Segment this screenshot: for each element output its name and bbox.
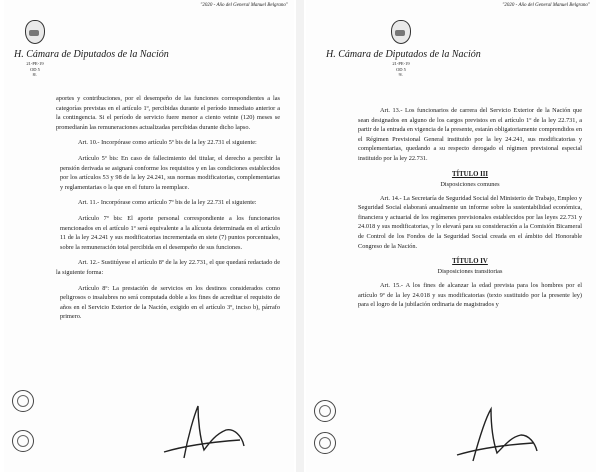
article-8: Artículo 8º: La prestación de servicios en los destinos considerados como peligrosos o insalubres no será computada doble a los fines de acreditar el requisito de años en el Servicio Exterior de la Nación, exigido en el artículo 3º, inciso b), párrafo primero. xyxy=(60,284,280,321)
document-page-left xyxy=(4,0,294,472)
article-11: Art. 11.- Incorpórase como artículo 7º bis de la ley 22.731 el siguiente: xyxy=(78,199,257,207)
chamber-header: H. Cámara de Diputados de la Nación xyxy=(14,49,169,60)
article-5-bis: Artículo 5º bis: En caso de fallecimiento del titular, el derecho a percibir la pensión derivada se asignará conforme los requisitos y en las condiciones establecidos por los artículos 53 y 98 de la ley 24.241, sus normas modificatorias, complementarias y reglamentarias o la que en el futuro la reemplace. xyxy=(60,154,280,191)
reference-line: 9/. xyxy=(398,72,404,78)
article-10: Art. 10.- Incorpórase como artículo 5º bis de la ley 22.731 el siguiente: xyxy=(78,139,257,147)
reference-block xyxy=(20,61,50,78)
page-gutter xyxy=(296,0,304,472)
official-seal-icon xyxy=(12,390,34,412)
page-body xyxy=(306,106,596,316)
paragraph: aportes y contribuciones, por el desempeño de las funciones correspondientes a las categorías previstas en el artículo 1º, percibidas durante el período inmediato anterior a la contingencia. Si el período de servicio fuere menor a ciento veinte (120) meses se promediarán las remuneraciones actualizadas percibidas durante dicho lapso. xyxy=(56,95,280,131)
title-iv-subheading: Disposiciones transitorias xyxy=(437,268,503,276)
document-page-right xyxy=(306,0,596,472)
official-seal-icon xyxy=(12,430,34,452)
reference-line: OD 5 xyxy=(30,66,40,72)
coat-of-arms-icon xyxy=(391,20,411,44)
reference-line: 21-PE-19 xyxy=(26,61,44,66)
title-iv-heading: TÍTULO IV xyxy=(452,258,488,266)
handwritten-signature xyxy=(154,400,249,462)
page-motto: "2020 - Año del General Manuel Belgrano" xyxy=(502,3,590,8)
article-13: Art. 13.- Los funcionarios de carrera del Servicio Exterior de la Nación que sean designados en alguno de los cargos previstos en el artículo 1º de la ley 22.731, a partir de la entrada en vigencia de la presente, estarán obligatoriamente comprendidos en el Régimen Previsional General instituido por la ley 24.241, sus modificatorias y complementarias, quedando a su respecto derogado el régimen previsional especial instituido por la ley 22.731. xyxy=(358,107,582,162)
title-iii-subheading: Disposiciones comunes xyxy=(440,180,500,188)
reference-line: 8/. xyxy=(32,72,38,78)
handwritten-signature xyxy=(451,405,541,465)
article-15: Art. 15.- A los fines de alcanzar la edad prevista para los hombres por el artículo 9º de la ley 24.018 y sus modificatorias (texto sustituido por la presente ley) para el logro de la jubilación ordinaria de magistrados y xyxy=(358,282,582,309)
reference-line: OD 5 xyxy=(396,66,406,72)
article-14: Art. 14.- La Secretaría de Seguridad Social del Ministerio de Trabajo, Empleo y Seguridad Social elaborará anualmente un informe sobre la sustentabilidad económica, financiera y actuarial de los regímenes previsionales establecidos por las leyes 22.731 y 24.018 y sus modificatorias, y lo elevará para su consideración a la Comisión Bicameral de Control de los Fondos de la Seguridad Social creada en el ámbito del Honorable Congreso de la Nación. xyxy=(358,194,582,250)
article-12: Art. 12.- Sustitúyese el artículo 8º de la ley 22.731, el que quedará redactado de la siguiente forma: xyxy=(56,259,280,276)
coat-of-arms-icon xyxy=(25,20,45,44)
reference-block xyxy=(386,61,416,78)
official-seal-icon xyxy=(314,400,336,422)
article-7-bis: Artículo 7º bis: El aporte personal correspondiente a los funcionarios mencionados en el artículo 1º será equivalente a la alícuota determinada en el artículo 11 de la ley 24.241 y sus modificatorias incrementada en siete (7) puntos porcentuales, sobre la remuneración total percibida en el desempeño de sus funciones. xyxy=(60,214,280,251)
title-iii-heading: TÍTULO III xyxy=(451,170,489,178)
official-seal-icon xyxy=(314,432,336,454)
page-motto: "2020 - Año del General Manuel Belgrano" xyxy=(200,3,288,8)
page-body xyxy=(4,94,294,328)
reference-line: 21-PE-19 xyxy=(392,61,410,66)
chamber-header: H. Cámara de Diputados de la Nación xyxy=(326,49,481,60)
